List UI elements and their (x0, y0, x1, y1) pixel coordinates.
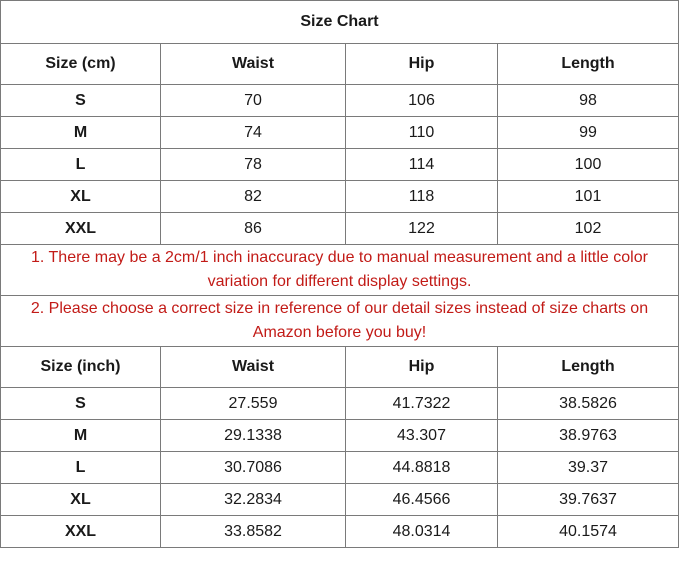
note-choose-size: 2. Please choose a correct size in reference of our detail sizes instead of size charts on Amazon before you buy! (1, 296, 679, 347)
note-inaccuracy: 1. There may be a 2cm/1 inch inaccuracy due to manual measurement and a little color variation for different display settings. (1, 245, 679, 296)
inch-hip-cell: 46.4566 (346, 484, 498, 516)
inch-hip-cell: 48.0314 (346, 516, 498, 548)
cm-hip-cell: 118 (346, 181, 498, 213)
inch-waist-cell: 30.7086 (161, 452, 346, 484)
inch-waist-cell: 29.1338 (161, 420, 346, 452)
cm-length-cell: 100 (498, 149, 679, 181)
cm-row (1, 181, 679, 213)
cm-hip-cell: 122 (346, 213, 498, 245)
inch-size-cell: XXL (1, 516, 161, 548)
inch-size-cell: L (1, 452, 161, 484)
cm-size-cell: S (1, 85, 161, 117)
inch-length-cell: 39.37 (498, 452, 679, 484)
cm-header-size: Size (cm) (1, 44, 161, 85)
inch-waist-cell: 27.559 (161, 388, 346, 420)
cm-length-cell: 98 (498, 85, 679, 117)
inch-waist-cell: 32.2834 (161, 484, 346, 516)
inch-header-hip: Hip (346, 347, 498, 388)
cm-hip-cell: 114 (346, 149, 498, 181)
note-row (1, 245, 679, 296)
inch-row (1, 484, 679, 516)
inch-length-cell: 38.5826 (498, 388, 679, 420)
inch-row (1, 516, 679, 548)
cm-length-cell: 101 (498, 181, 679, 213)
cm-size-cell: XXL (1, 213, 161, 245)
cm-hip-cell: 110 (346, 117, 498, 149)
inch-hip-cell: 43.307 (346, 420, 498, 452)
inch-header-length: Length (498, 347, 679, 388)
note-row (1, 296, 679, 347)
cm-size-cell: M (1, 117, 161, 149)
cm-length-cell: 99 (498, 117, 679, 149)
cm-length-cell: 102 (498, 213, 679, 245)
cm-row (1, 149, 679, 181)
title-row (1, 1, 679, 44)
inch-header-size: Size (inch) (1, 347, 161, 388)
inch-length-cell: 39.7637 (498, 484, 679, 516)
cm-waist-cell: 74 (161, 117, 346, 149)
cm-waist-cell: 86 (161, 213, 346, 245)
cm-size-cell: L (1, 149, 161, 181)
inch-row (1, 452, 679, 484)
size-chart-body (1, 1, 679, 548)
inch-row (1, 388, 679, 420)
inch-length-cell: 38.9763 (498, 420, 679, 452)
cm-header-waist: Waist (161, 44, 346, 85)
inch-header-row (1, 347, 679, 388)
inch-length-cell: 40.1574 (498, 516, 679, 548)
cm-row (1, 117, 679, 149)
inch-size-cell: XL (1, 484, 161, 516)
inch-hip-cell: 41.7322 (346, 388, 498, 420)
cm-header-length: Length (498, 44, 679, 85)
inch-header-waist: Waist (161, 347, 346, 388)
cm-hip-cell: 106 (346, 85, 498, 117)
inch-size-cell: S (1, 388, 161, 420)
cm-header-row (1, 44, 679, 85)
inch-size-cell: M (1, 420, 161, 452)
chart-title: Size Chart (1, 1, 679, 44)
cm-size-cell: XL (1, 181, 161, 213)
cm-row (1, 85, 679, 117)
inch-row (1, 420, 679, 452)
cm-header-hip: Hip (346, 44, 498, 85)
cm-row (1, 213, 679, 245)
inch-waist-cell: 33.8582 (161, 516, 346, 548)
inch-hip-cell: 44.8818 (346, 452, 498, 484)
cm-waist-cell: 70 (161, 85, 346, 117)
cm-waist-cell: 78 (161, 149, 346, 181)
cm-waist-cell: 82 (161, 181, 346, 213)
